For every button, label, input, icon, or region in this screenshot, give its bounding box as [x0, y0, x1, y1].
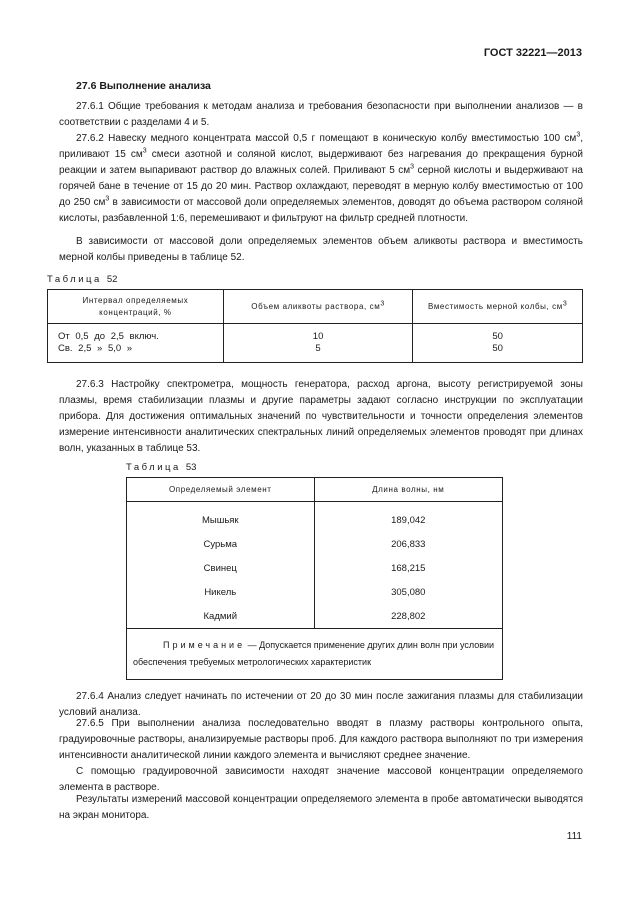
table-note: Примечание — Допускается применение других длин волн при условии обеспечения требуемых метрологических характеристик [127, 629, 503, 680]
table-cell: 305,080 [314, 580, 502, 604]
table-row [48, 324, 583, 363]
table-cell: 228,802 [314, 604, 502, 629]
document-header: ГОСТ 32221—2013 [483, 47, 582, 59]
table-header-cell: Длина волны, нм [314, 478, 502, 502]
table-header-cell: Определяемый элемент [127, 478, 315, 502]
table-row [127, 502, 503, 533]
table-cell: 189,042 [314, 502, 502, 533]
section-title: 27.6 Выполнение анализа [76, 80, 211, 92]
table-53 [126, 477, 503, 680]
table-row [127, 604, 503, 629]
paragraph-27-6-1: 27.6.1 Общие требования к методам анализа и требования безопасности при выполнении анализов — в соответствии с разделами 4 и 5. [59, 101, 583, 128]
table-cell: Сурьма [127, 532, 315, 556]
table-cell: Кадмий [127, 604, 315, 629]
table-cell: 168,215 [314, 556, 502, 580]
table-52 [47, 289, 583, 363]
table-cell: 50 50 [413, 324, 583, 363]
table-row [127, 556, 503, 580]
paragraph-graduation: С помощью градуировочной зависимости находят значение массовой концентрации определяемого элемента в растворе. [59, 766, 583, 793]
table-cell: 10 5 [223, 324, 413, 363]
table-cell: 206,833 [314, 532, 502, 556]
page-number: 111 [566, 831, 582, 842]
paragraph-27-6-3: 27.6.3 Настройку спектрометра, мощность генератора, расход аргона, высоту регистрируемой зоны плазмы, время стабилизации плазмы и другие параметры задают согласно инструкции по эксплуатации прибора. Для достижения оптимальных значений по чувствительности и точности определения элементов измерение интенсивности аналитических спектральных линий определяемых элементов проводят при длинах волн, указанных в таблице 53. [59, 379, 583, 454]
paragraph-27-6-5: 27.6.5 При выполнении анализа последовательно вводят в плазму растворы контрольного опыта, градуировочные растворы, анализируемые растворы проб. Для каждого раствора выполняют по три измерения интенсивности аналитической линии каждого элемента и вычисляют среднее значение. [59, 718, 583, 761]
table-header-row [127, 478, 503, 502]
paragraph-results: Результаты измерений массовой концентрации определяемого элемента в пробе автоматически выводятся на экран монитора. [59, 794, 583, 821]
table-row [127, 580, 503, 604]
table-52-caption: Таблица 52 [47, 274, 118, 285]
table-53-caption: Таблица 53 [126, 462, 197, 473]
table-cell: От 0,5 до 2,5 включ. Св. 2,5 » 5,0 » [48, 324, 224, 363]
table-header-cell: Вместимость мерной колбы, $см^3$ [413, 290, 583, 324]
paragraph-table-52-intro: В зависимости от массовой доли определяемых элементов объем аликвоты раствора и вместимость мерной колбы приведены в таблице 52. [59, 236, 583, 263]
paragraph-27-6-4: 27.6.4 Анализ следует начинать по истечении от 20 до 30 мин после зажигания плазмы для стабилизации условий анализа. [59, 691, 583, 718]
table-header-cell: Интервал определяемых концентраций, % [48, 290, 224, 324]
table-cell: Никель [127, 580, 315, 604]
table-note-row [127, 629, 503, 680]
table-header-cell: Объем аликвоты раствора, $см^3$ [223, 290, 413, 324]
paragraph-27-6-2: 27.6.2 Навеску медного концентрата массой 0,5 г помещают в коническую колбу вместимостью 100 $см^3$, приливают 15 $см^3$ смеси азотной и соляной кислот, выдерживают без нагревания до прекращения бурной реакции и затем выпаривают раствор до влажных солей. Приливают 5 $см^3$ серной кислоты и выдерживают на горячей бане в течение от 15 до 20 мин. Раствор охлаждают, переводят в мерную колбу вместимостью от 100 до 250 $см^3$ в зависимости от массовой доли определяемых элементов, доводят до объема раствором соляной кислоты, разбавленной 1:6, перемешивают и фильтруют на фильтр средней плотности. [59, 131, 583, 224]
table-cell: Мышьяк [127, 502, 315, 533]
table-row [127, 532, 503, 556]
table-cell: Свинец [127, 556, 315, 580]
table-header-row [48, 290, 583, 324]
